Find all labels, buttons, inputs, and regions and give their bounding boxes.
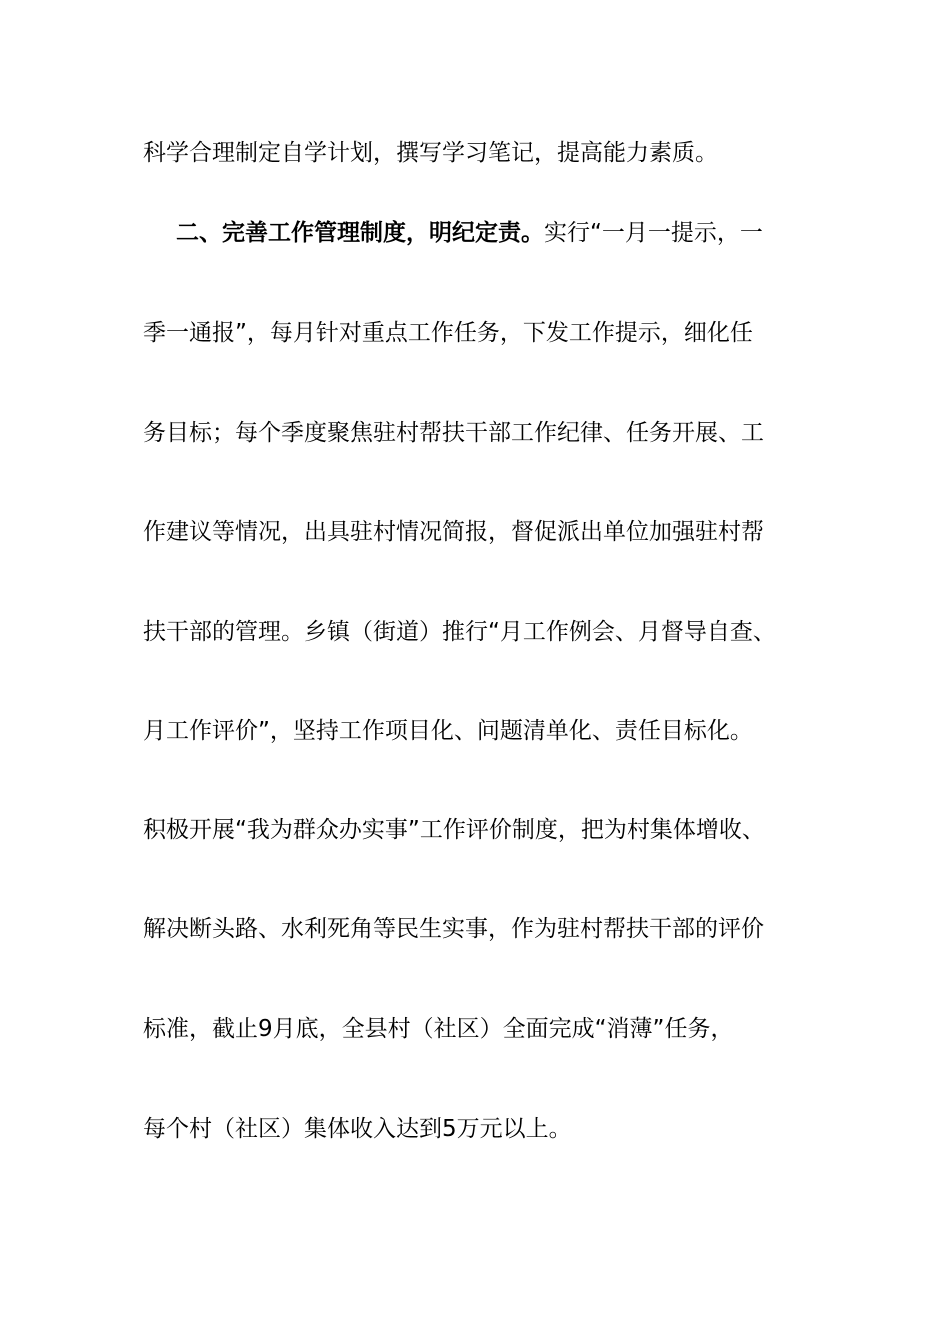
paragraph-line-3: 务目标；每个季度聚焦驻村帮扶干部工作纪律、任务开展、工: [143, 420, 764, 446]
paragraph-line-8: 解决断头路、水利死角等民生实事，作为驻村帮扶干部的评价: [143, 916, 764, 942]
section-heading: 二、完善工作管理制度，明纪定责。: [176, 220, 544, 246]
paragraph-line-7: 积极开展“我为群众办实事”工作评价制度，把为村集体增收、: [143, 817, 765, 843]
paragraph-line-2: 季一通报”，每月针对重点工作任务，下发工作提示，细化任: [143, 320, 753, 346]
section-heading-line: [176, 217, 876, 249]
section-heading-continuation: 实行“一月一提示，一: [544, 220, 763, 246]
paragraph-line-6: 月工作评价”，坚持工作项目化、问题清单化、责任目标化。: [143, 718, 753, 744]
paragraph-line-9: 标准，截止9月底，全县村（社区）全面完成“消薄”任务，: [143, 1016, 734, 1042]
paragraph-line-5: 扶干部的管理。乡镇（街道）推行“月工作例会、月督导自查、: [143, 619, 776, 645]
paragraph-line-1: 科学合理制定自学计划，撰写学习笔记，提高能力素质。: [143, 140, 718, 166]
paragraph-line-4: 作建议等情况，出具驻村情况简报，督促派出单位加强驻村帮: [143, 519, 764, 545]
paragraph-line-10: 每个村（社区）集体收入达到5万元以上。: [143, 1116, 572, 1142]
